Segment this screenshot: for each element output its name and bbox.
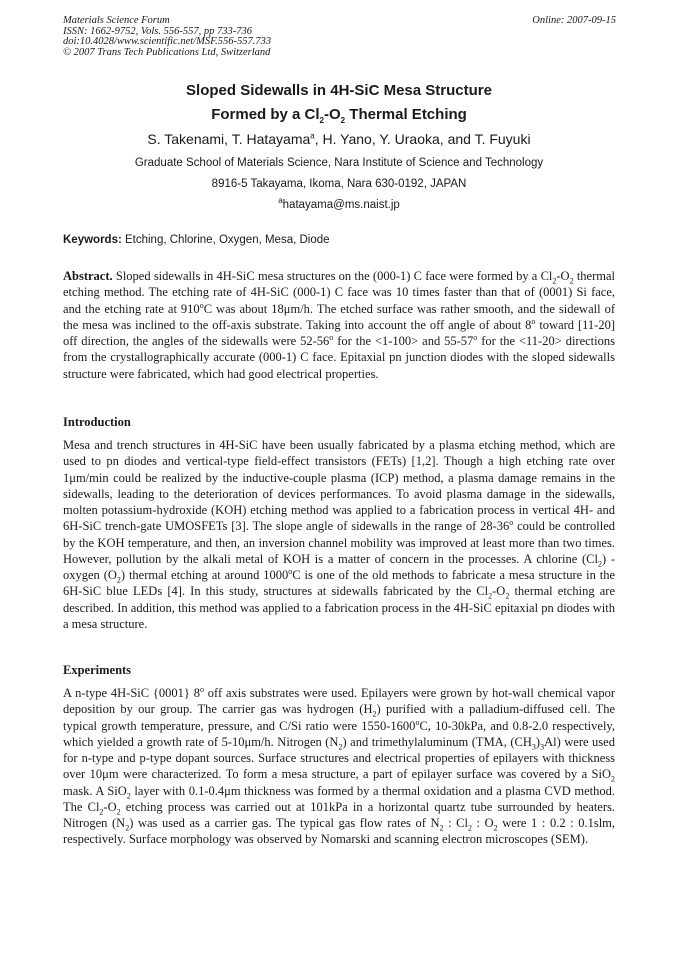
keywords	[63, 234, 330, 246]
online-date: Online: 2007-09-15	[532, 15, 616, 26]
keywords-list: Etching, Chlorine, Oxygen, Mesa, Diode	[121, 234, 330, 246]
doi: doi:10.4028/www.scientific.net/MSF.556-557.733	[63, 36, 272, 47]
author-list: S. Takenami, T. Hatayama$^a$, H. Yano, Y. Uraoka, and T. Fuyuki	[147, 131, 531, 147]
paper-title-line-1: Sloped Sidewalls in 4H-SiC Mesa Structure	[186, 82, 492, 99]
experiments-heading: Experiments	[63, 663, 132, 677]
introduction-body: Mesa and trench structures in 4H-SiC have been usually fabricated by a plasma etching method, which are used to pn diodes and vertical-type field-effect transistors (FETs) [1,2]. Though a high etching rate over 1μm/min could be realized by the inductive-couple plasma (ICP) method, a plasma damage remains in the sidewalls, leading to the deterioration of devices performances. To avoid plasma damage in the sidewalls, molten potassium-hydroxide (KOH) etching method was applied to a fabrication process in vertical 4H- and 6H-SiC trench-gate UMOSFETs [3]. The slope angle of sidewalls in the range of 28-36$^o$ could be controlled by the KOH temperature, and then, an inversion channel mobility was improved at least more than two times. However, pollution by the alkali metal of KOH is a matter of concern in the processes. A chlorine $(Cl_2)$ - oxygen $(O_2)$ thermal etching at around 1000$^o$C is one of the old methods to fabricate a mesa structure in the 6H-SiC blue LEDs [4]. In this study, structures at sidewalls fabricated by the $Cl_2-O_2$ thermal etching are described. In addition, this method was applied to a fabrication process in the 4H-SiC epitaxial pn diodes with a mesa structure.	[63, 438, 616, 631]
affiliation-address: 8916-5 Takayama, Ikoma, Nara 630-0192, JAPAN	[211, 178, 467, 190]
abstract: Abstract. Sloped sidewalls in 4H-SiC mesa structures on the (000-1) C face were formed by a $Cl_2-O_2$ thermal etching method. The etching rate of 4H-SiC (000-1) C face was 10 times faster than that of (0001) Si face, and the etching rate at 910$^o$C was about 18μm/h. The etched surface was rather smooth, and the sidewall of the mesa was inclined to the off-axis substrate. Taking into account the off angle of about 8$^o$ toward [11-20] off direction, the angles of the sidewalls were 52-56$^o$ for the <1-100> and 55-57$^o$ for the <11-20> directions from the crystallographically accurate (000-1) C face. Epitaxial pn junction diodes with the sloped sidewalls structure were fabricated, which had good electrical properties.	[63, 269, 615, 381]
issn: ISSN: 1662-9752, Vols. 556-557, pp 733-736	[63, 25, 252, 37]
abstract-label: Abstract.	[63, 269, 113, 283]
journal-name: Materials Science Forum	[63, 15, 170, 26]
copyright: © 2007 Trans Tech Publications Ltd, Switzerland	[63, 46, 271, 58]
keywords-label: Keywords:	[63, 234, 122, 246]
experiments-body: A n-type 4H-SiC {0001} 8$^o$ off axis substrates were used. Epilayers were grown by hot-wall chemical vapor deposition by our group. The carrier gas was hydrogen $(H_2)$ purified with a palladium-diffused cell. The typical growth temperature, pressure, and C/Si ratio were 1550-1600$^o$C, 10-30kPa, and 0.8-2.0 respectively, which yielded a growth rate of 5-10μm/h. Nitrogen $(N_2)$ and trimethylaluminum (TMA, $(CH_3)_3Al$) were used for n-type and p-type dopant sources. Surface structures and electrical properties of epilayers with thickness over 10μm were characterized. To form a mesa structure, a part of epilayer surface was covered by a SiO$_2$ mask. A SiO$_2$ layer with 0.1-0.4μm thickness was formed by a thermal oxidation and a plasma CVD method. The $Cl_2-O_2$ etching process was carried out at 101kPa in a horizontal quartz tube surrounded by heaters. Nitrogen $(N_2)$ was used as a carrier gas. The typical gas flow rates of $N_2$ : $Cl_2$ : $O_2$ were 1 : 0.2 : 0.1slm, respectively. Surface morphology was observed by Nomarski and scanning electron microscopes (SEM).	[63, 684, 616, 847]
paper-title-line-2: Formed by a $Cl_2-O_2$ Thermal Etching	[211, 106, 467, 125]
affiliation-institute: Graduate School of Materials Science, Nara Institute of Science and Technology	[134, 157, 544, 169]
journal-header	[63, 16, 271, 58]
author-email: $^a$hatayama@ms.naist.jp	[278, 196, 400, 211]
introduction-heading: Introduction	[63, 415, 131, 429]
